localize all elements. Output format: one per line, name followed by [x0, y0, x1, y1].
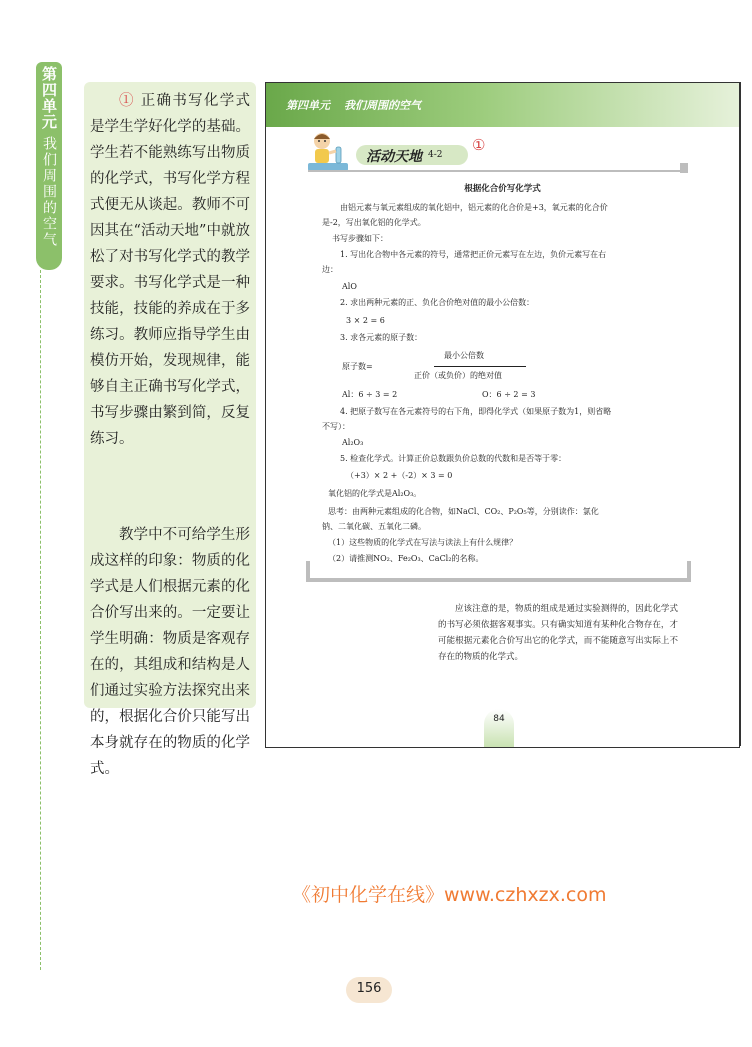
- page-header-band: [266, 83, 739, 127]
- page-right-rule: [739, 82, 741, 746]
- child-scientist-illustration: [306, 129, 352, 175]
- question-2: （2）请推测NO₂、Fe₂O₃、CaCl₂的名称。: [328, 554, 484, 563]
- step-1-line-2: 边：: [322, 265, 338, 274]
- activity-frame-top: [308, 170, 688, 172]
- intro-line-1: 由铝元素与氧元素组成的氧化铝中，铝元素的化合价是+3，氧元素的化合价: [340, 203, 608, 212]
- step-4-line-2: 不写）：: [322, 422, 350, 431]
- teacher-note-box: [84, 82, 256, 777]
- think-line-2: 钠、二氧化碳、五氧化二磷。: [322, 522, 426, 531]
- header-unit: 第四单元: [286, 99, 330, 112]
- inner-page-number: 84: [493, 714, 505, 724]
- step-4-formula: Al₂O₃: [342, 438, 364, 447]
- inner-page-number-tab: [484, 709, 514, 747]
- step-2-example: 3 × 2 = 6: [346, 316, 385, 325]
- activity-title: 活动天地: [366, 149, 422, 165]
- activity-frame-top-cap: [680, 163, 688, 173]
- margin-dashed-rule: [40, 270, 41, 970]
- header-title: 我们周围的空气: [344, 99, 421, 112]
- activity-frame-bottom: [306, 578, 691, 582]
- embedded-textbook-page: [265, 82, 740, 748]
- step-3-al: Al：6 ÷ 3 = 2: [342, 390, 398, 399]
- activity-marker: ①: [472, 136, 486, 154]
- step-5: 5. 检查化学式。计算正价总数跟负价总数的代数和是否等于零：: [340, 454, 567, 463]
- unit-title: 我们周围的空气: [41, 136, 57, 248]
- conclusion: 氧化铝的化学式是Al₂O₃。: [328, 489, 422, 498]
- activity-code: 4-2: [428, 150, 443, 160]
- activity-subtitle: 根据化合价写化学式: [464, 184, 541, 194]
- note-paragraph-1: [90, 88, 250, 452]
- unit-label: 第四单元: [40, 66, 58, 130]
- step-2: 2. 求出两种元素的正、负化合价绝对值的最小公倍数：: [340, 298, 535, 307]
- closing-paragraph: 应该注意的是，物质的组成是通过实验测得的，因此化学式的书写必须依据客观事实。只有确实知道有某种化合物存在，才可能根据元素化合价写出它的化学式，而不能随意写出实际上不存在的物质的化学式。: [438, 604, 678, 662]
- step-3: 3. 求各元素的原子数：: [340, 333, 423, 342]
- page-header: [286, 97, 421, 113]
- page-number: 156: [356, 981, 382, 996]
- site-watermark: 《初中化学在线》www.czhxzx.com: [292, 884, 607, 906]
- fraction-numerator: 最小公倍数: [444, 351, 484, 360]
- intro-line-2: 是-2，写出氧化铝的化学式。: [322, 218, 426, 227]
- note-marker: ①: [119, 93, 135, 109]
- step-3-o: O：6 ÷ 2 = 3: [482, 390, 536, 399]
- note-paragraph-1-text: 正确书写化学式是学生学好化学的基础。学生若不能熟练写出物质的化学式，书写化学方程式便无从谈起。教师不可因其在“活动天地”中就放松了对书写化学式的教学要求。书写化学式是一种技能，技能的养成在于多练习。教师应指导学生由模仿开始，发现规律，能够自主正确书写化学式，书写步骤由繁到简，反复练习。: [90, 93, 251, 447]
- fraction-bar: [434, 366, 526, 367]
- activity-title-badge: [356, 145, 468, 165]
- fraction-denominator: 正价（或负价）的绝对值: [414, 371, 502, 380]
- unit-side-tab: [36, 62, 62, 270]
- note-paragraph-2: 教学中不可给学生形成这样的印象：物质的化学式是人们根据元素的化合价写出来的。一定要让学生明确：物质是客观存在的，其组成和结构是人们通过实验方法探究出来的，根据化合价只能写出本身就存在的物质的化学式。: [90, 527, 250, 777]
- step-4-line-1: 4. 把原子数写在各元素符号的右下角，即得化学式（如果原子数为1，则省略: [340, 407, 612, 416]
- fraction-label: 原子数=: [342, 362, 373, 371]
- step-5-check: （+3）× 2 +（-2）× 3 = 0: [346, 471, 453, 480]
- question-1: （1）这些物质的化学式在写法与读法上有什么规律？: [328, 538, 518, 547]
- step-1-line-1: 1. 写出化合物中各元素的符号，通常把正价元素写在左边，负价元素写在右: [340, 250, 607, 259]
- steps-heading: 书写步骤如下：: [332, 234, 388, 243]
- step-1-example: AlO: [342, 282, 357, 291]
- think-line-1: 思考：由两种元素组成的化合物，如NaCl、CO₂、P₂O₅等，分别读作：氯化: [328, 507, 599, 516]
